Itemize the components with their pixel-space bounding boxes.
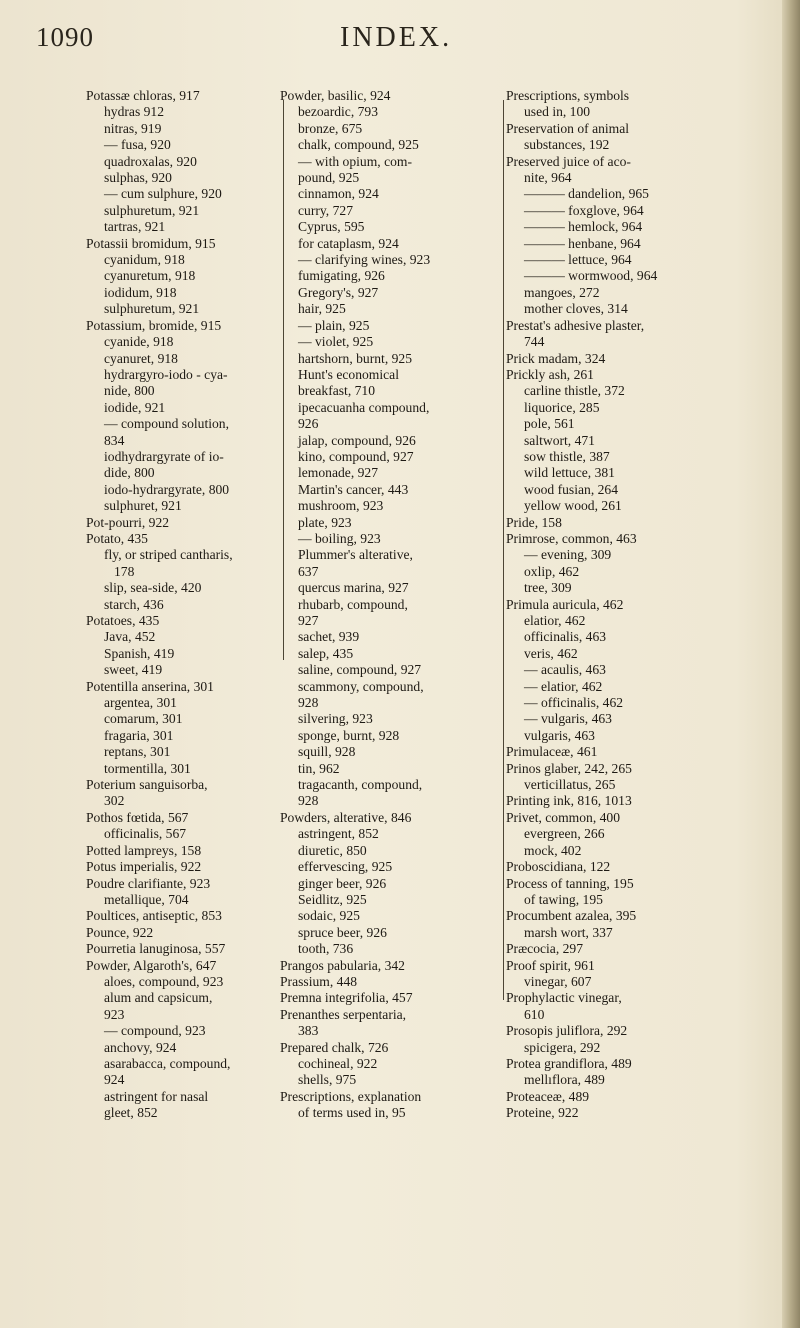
index-heading-entry: Potassii bromidum, 915: [86, 235, 216, 251]
index-subentry: — vulgaris, 463: [524, 711, 612, 727]
index-subentry: tragacanth, compound,: [298, 777, 423, 793]
index-heading-entry: Prinos glaber, 242, 265: [506, 760, 632, 776]
index-subentry: cyanuretum, 918: [104, 268, 196, 284]
index-heading-entry: Pounce, 922: [86, 924, 154, 940]
index-subentry: 637: [298, 563, 319, 579]
index-subentry: slip, sea-side, 420: [104, 580, 202, 596]
index-subentry: saltwort, 471: [524, 432, 595, 448]
index-heading-entry: Proteine, 922: [506, 1105, 579, 1121]
index-subentry: sulphas, 920: [104, 170, 172, 186]
index-heading-entry: Pothos fœtida, 567: [86, 809, 189, 825]
index-subentry: vulgaris, 463: [524, 727, 595, 743]
index-heading-entry: Powder, basilic, 924: [280, 88, 391, 103]
index-subentry: kino, compound, 927: [298, 448, 414, 464]
index-column-middle: [280, 88, 496, 1122]
index-subentry: — plain, 925: [298, 317, 370, 333]
index-subentry: — boiling, 923: [298, 530, 381, 546]
index-heading-entry: Potus imperialis, 922: [86, 859, 202, 875]
index-heading-entry: Potato, 435: [86, 530, 148, 546]
index-subentry: wild lettuce, 381: [524, 465, 615, 481]
index-subentry: fragaria, 301: [104, 727, 174, 743]
index-subentry: hair, 925: [298, 301, 346, 317]
index-subentry: tree, 309: [524, 580, 572, 596]
index-subentry: squill, 928: [298, 744, 356, 760]
index-heading-entry: Pourretia lanuginosa, 557: [86, 941, 226, 957]
index-subentry: gleet, 852: [104, 1105, 158, 1121]
index-heading-entry: Privet, common, 400: [506, 809, 621, 825]
index-heading-entry: Potentilla anserina, 301: [86, 678, 214, 694]
index-heading-entry: Pot-pourri, 922: [86, 514, 170, 530]
index-heading-entry: Potassium, bromide, 915: [86, 317, 222, 333]
index-subentry: Cyprus, 595: [298, 219, 365, 235]
index-heading-entry: Primrose, common, 463: [506, 530, 637, 546]
index-subentry: elatior, 462: [524, 613, 586, 628]
index-subentry: ginger beer, 926: [298, 875, 387, 891]
index-subentry: 834: [104, 432, 125, 448]
index-subentry: 926: [298, 416, 319, 432]
index-subentry: reptans, 301: [104, 744, 171, 760]
index-heading-entry: Poterium sanguisorba,: [86, 777, 208, 793]
index-subentry: fly, or striped cantharis,: [104, 547, 233, 563]
index-subentry: Spanish, 419: [104, 645, 175, 661]
index-subentry: of tawing, 195: [524, 891, 603, 907]
index-subentry: comarum, 301: [104, 711, 183, 727]
index-subentry: rhubarb, compound,: [298, 596, 408, 612]
index-heading-entry: Process of tanning, 195: [506, 875, 634, 891]
index-subentry: fumigating, 926: [298, 268, 385, 284]
index-heading-entry: Printing ink, 816, 1013: [506, 793, 632, 809]
index-subentry: alum and capsicum,: [104, 990, 213, 1006]
index-subentry: mother cloves, 314: [524, 301, 628, 317]
index-heading-entry: Prescriptions, explanation: [280, 1088, 422, 1104]
index-subentry: 927: [298, 613, 319, 628]
index-subentry: 302: [104, 793, 125, 809]
index-heading-entry: Primulaceæ, 461: [506, 744, 598, 760]
index-subentry: cinnamon, 924: [298, 186, 379, 202]
index-subentry: Gregory's, 927: [298, 284, 379, 300]
index-subentry: chalk, compound, 925: [298, 137, 419, 153]
index-subentry: aloes, compound, 923: [104, 973, 224, 989]
index-subentry: 928: [298, 793, 319, 809]
index-subentry: — fusa, 920: [104, 137, 171, 153]
index-subentry: tin, 962: [298, 760, 340, 776]
index-subentry: ——— henbane, 964: [524, 235, 641, 251]
index-subentry: pound, 925: [298, 170, 360, 186]
index-subentry: iodhydrargyrate of io-: [104, 448, 224, 464]
index-subentry: of terms used in, 95: [298, 1105, 406, 1121]
index-subentry: — acaulis, 463: [524, 662, 606, 678]
index-heading-entry: Preserved juice of aco-: [506, 153, 631, 169]
index-subentry: breakfast, 710: [298, 383, 376, 399]
index-subentry: mock, 402: [524, 842, 582, 858]
index-subentry: 923: [104, 1006, 125, 1022]
index-subentry: 178: [114, 563, 135, 579]
index-subentry: lemonade, 927: [298, 465, 379, 481]
index-subentry: ——— foxglove, 964: [524, 202, 644, 218]
index-heading-entry: Pride, 158: [506, 514, 562, 530]
index-subentry: — cum sulphure, 920: [104, 186, 222, 202]
index-subentry: — clarifying wines, 923: [298, 252, 431, 268]
index-subentry: plate, 923: [298, 514, 352, 530]
index-subentry: sow thistle, 387: [524, 448, 610, 464]
index-subentry: asarabacca, compound,: [104, 1055, 231, 1071]
index-subentry: verticillatus, 265: [524, 777, 616, 793]
index-subentry: quadroxalas, 920: [104, 153, 197, 169]
index-heading-entry: Potted lampreys, 158: [86, 842, 202, 858]
index-subentry: sulphuret, 921: [104, 498, 182, 514]
index-subentry: tartras, 921: [104, 219, 166, 235]
index-subentry: hartshorn, burnt, 925: [298, 350, 413, 366]
index-subentry: quercus marina, 927: [298, 580, 409, 596]
index-heading-entry: Prangos pabularia, 342: [280, 957, 405, 973]
index-subentry: mangoes, 272: [524, 284, 600, 300]
index-heading-entry: Potatoes, 435: [86, 613, 160, 628]
index-subentry: marsh wort, 337: [524, 924, 613, 940]
index-subentry: iodidum, 918: [104, 284, 177, 300]
index-subentry: sodaic, 925: [298, 908, 360, 924]
index-subentry: cyanidum, 918: [104, 252, 185, 268]
index-subentry: curry, 727: [298, 202, 353, 218]
index-subentry: cyanide, 918: [104, 334, 174, 350]
index-subentry: 928: [298, 695, 319, 711]
index-subentry: for cataplasm, 924: [298, 235, 399, 251]
index-subentry: — violet, 925: [298, 334, 374, 350]
index-subentry: evergreen, 266: [524, 826, 605, 842]
index-heading-entry: Prenanthes serpentaria,: [280, 1006, 407, 1022]
index-column-right: [506, 88, 772, 1122]
index-subentry: argentea, 301: [104, 695, 177, 711]
index-subentry: 924: [104, 1072, 125, 1088]
index-heading-entry: Procumbent azalea, 395: [506, 908, 637, 924]
index-subentry: — evening, 309: [524, 547, 612, 563]
index-subentry: Plummer's alterative,: [298, 547, 413, 563]
index-subentry: sachet, 939: [298, 629, 360, 645]
index-column-left: [86, 88, 280, 1122]
index-heading-entry: Protea grandiflora, 489: [506, 1055, 632, 1071]
index-subentry: astringent for nasal: [104, 1088, 209, 1104]
index-subentry: ——— hemlock, 964: [524, 219, 643, 235]
index-subentry: diuretic, 850: [298, 842, 367, 858]
index-subentry: veris, 462: [524, 645, 578, 661]
index-subentry: silvering, 923: [298, 711, 373, 727]
index-heading-entry: Prescriptions, symbols: [506, 88, 630, 103]
index-subentry: liquorice, 285: [524, 399, 600, 415]
index-subentry: officinalis, 463: [524, 629, 607, 645]
index-subentry: nitras, 919: [104, 120, 162, 136]
index-heading-entry: Proof spirit, 961: [506, 957, 595, 973]
index-subentry: bezoardic, 793: [298, 104, 379, 120]
index-subentry: effervescing, 925: [298, 859, 393, 875]
index-subentry: nite, 964: [524, 170, 572, 186]
index-subentry: sulphuretum, 921: [104, 202, 200, 218]
index-subentry: dide, 800: [104, 465, 155, 481]
index-subentry: oxlip, 462: [524, 563, 580, 579]
index-subentry: iodide, 921: [104, 399, 166, 415]
index-subentry: hydras 912: [104, 104, 165, 120]
index-subentry: pole, 561: [524, 416, 575, 432]
index-subentry: bronze, 675: [298, 120, 363, 136]
running-head: INDEX.: [340, 22, 453, 53]
index-subentry: jalap, compound, 926: [298, 432, 416, 448]
index-subentry: salep, 435: [298, 645, 354, 661]
index-subentry: — compound solution,: [104, 416, 229, 432]
index-subentry: mushroom, 923: [298, 498, 384, 514]
index-heading-entry: Powders, alterative, 846: [280, 809, 412, 825]
index-subentry: ——— dandelion, 965: [524, 186, 649, 202]
column-rule: [283, 100, 284, 660]
index-subentry: 744: [524, 334, 545, 350]
index-subentry: sponge, burnt, 928: [298, 727, 400, 743]
index-subentry: scammony, compound,: [298, 678, 424, 694]
index-heading-entry: Powder, Algaroth's, 647: [86, 957, 217, 973]
index-subentry: 610: [524, 1006, 545, 1022]
index-subentry: metallique, 704: [104, 891, 189, 907]
index-subentry: astringent, 852: [298, 826, 379, 842]
index-heading-entry: Præcocia, 297: [506, 941, 584, 957]
index-subentry: spruce beer, 926: [298, 924, 387, 940]
index-heading-entry: Proboscidiana, 122: [506, 859, 611, 875]
index-subentry: mellıflora, 489: [524, 1072, 605, 1088]
index-subentry: wood fusian, 264: [524, 481, 619, 497]
index-heading-entry: Prepared chalk, 726: [280, 1039, 389, 1055]
index-subentry: sulphuretum, 921: [104, 301, 200, 317]
index-heading-entry: Prick madam, 324: [506, 350, 606, 366]
column-rule: [503, 100, 504, 1000]
index-subentry: — officinalis, 462: [524, 695, 624, 711]
index-heading-entry: Prickly ash, 261: [506, 366, 594, 382]
index-subentry: starch, 436: [104, 596, 164, 612]
index-subentry: used in, 100: [524, 104, 591, 120]
index-subentry: vinegar, 607: [524, 973, 592, 989]
index-subentry: shells, 975: [298, 1072, 357, 1088]
index-subentry: tormentilla, 301: [104, 760, 191, 776]
index-subentry: ——— lettuce, 964: [524, 252, 632, 268]
index-heading-entry: Primula auricula, 462: [506, 596, 624, 612]
index-subentry: anchovy, 924: [104, 1039, 177, 1055]
index-subentry: nide, 800: [104, 383, 155, 399]
index-subentry: officinalis, 567: [104, 826, 187, 842]
index-subentry: — compound, 923: [104, 1023, 206, 1039]
index-subentry: cyanuret, 918: [104, 350, 178, 366]
index-subentry: carline thistle, 372: [524, 383, 625, 399]
index-heading-entry: Potassæ chloras, 917: [86, 88, 200, 103]
index-heading-entry: Proteaceæ, 489: [506, 1088, 590, 1104]
index-heading-entry: Prophylactic vinegar,: [506, 990, 622, 1006]
index-subentry: tooth, 736: [298, 941, 354, 957]
index-subentry: Martin's cancer, 443: [298, 481, 409, 497]
index-subentry: yellow wood, 261: [524, 498, 622, 514]
index-heading-entry: Prosopis juliflora, 292: [506, 1023, 628, 1039]
page-edge: [782, 0, 800, 1328]
index-subentry: spicigera, 292: [524, 1039, 601, 1055]
index-subentry: — with opium, com-: [298, 153, 413, 169]
index-subentry: sweet, 419: [104, 662, 163, 678]
index-subentry: ipecacuanha compound,: [298, 399, 430, 415]
index-subentry: iodo-hydrargyrate, 800: [104, 481, 230, 497]
index-heading-entry: Prassium, 448: [280, 973, 358, 989]
index-heading-entry: Poudre clarifiante, 923: [86, 875, 211, 891]
index-subentry: 383: [298, 1023, 319, 1039]
index-subentry: hydrargyro-iodo - cya-: [104, 366, 228, 382]
index-subentry: Hunt's economical: [298, 366, 399, 382]
index-subentry: — elatior, 462: [524, 678, 603, 694]
index-subentry: substances, 192: [524, 137, 610, 153]
index-heading-entry: Poultices, antiseptic, 853: [86, 908, 222, 924]
index-heading-entry: Premna integrifolia, 457: [280, 990, 413, 1006]
index-subentry: saline, compound, 927: [298, 662, 422, 678]
index-subentry: Java, 452: [104, 629, 156, 645]
index-heading-entry: Preservation of animal: [506, 120, 630, 136]
page-number: 1090: [36, 22, 94, 52]
index-subentry: Seidlitz, 925: [298, 891, 367, 907]
index-subentry: ——— wormwood, 964: [524, 268, 658, 284]
index-subentry: cochineal, 922: [298, 1055, 378, 1071]
index-heading-entry: Prestat's adhesive plaster,: [506, 317, 645, 333]
